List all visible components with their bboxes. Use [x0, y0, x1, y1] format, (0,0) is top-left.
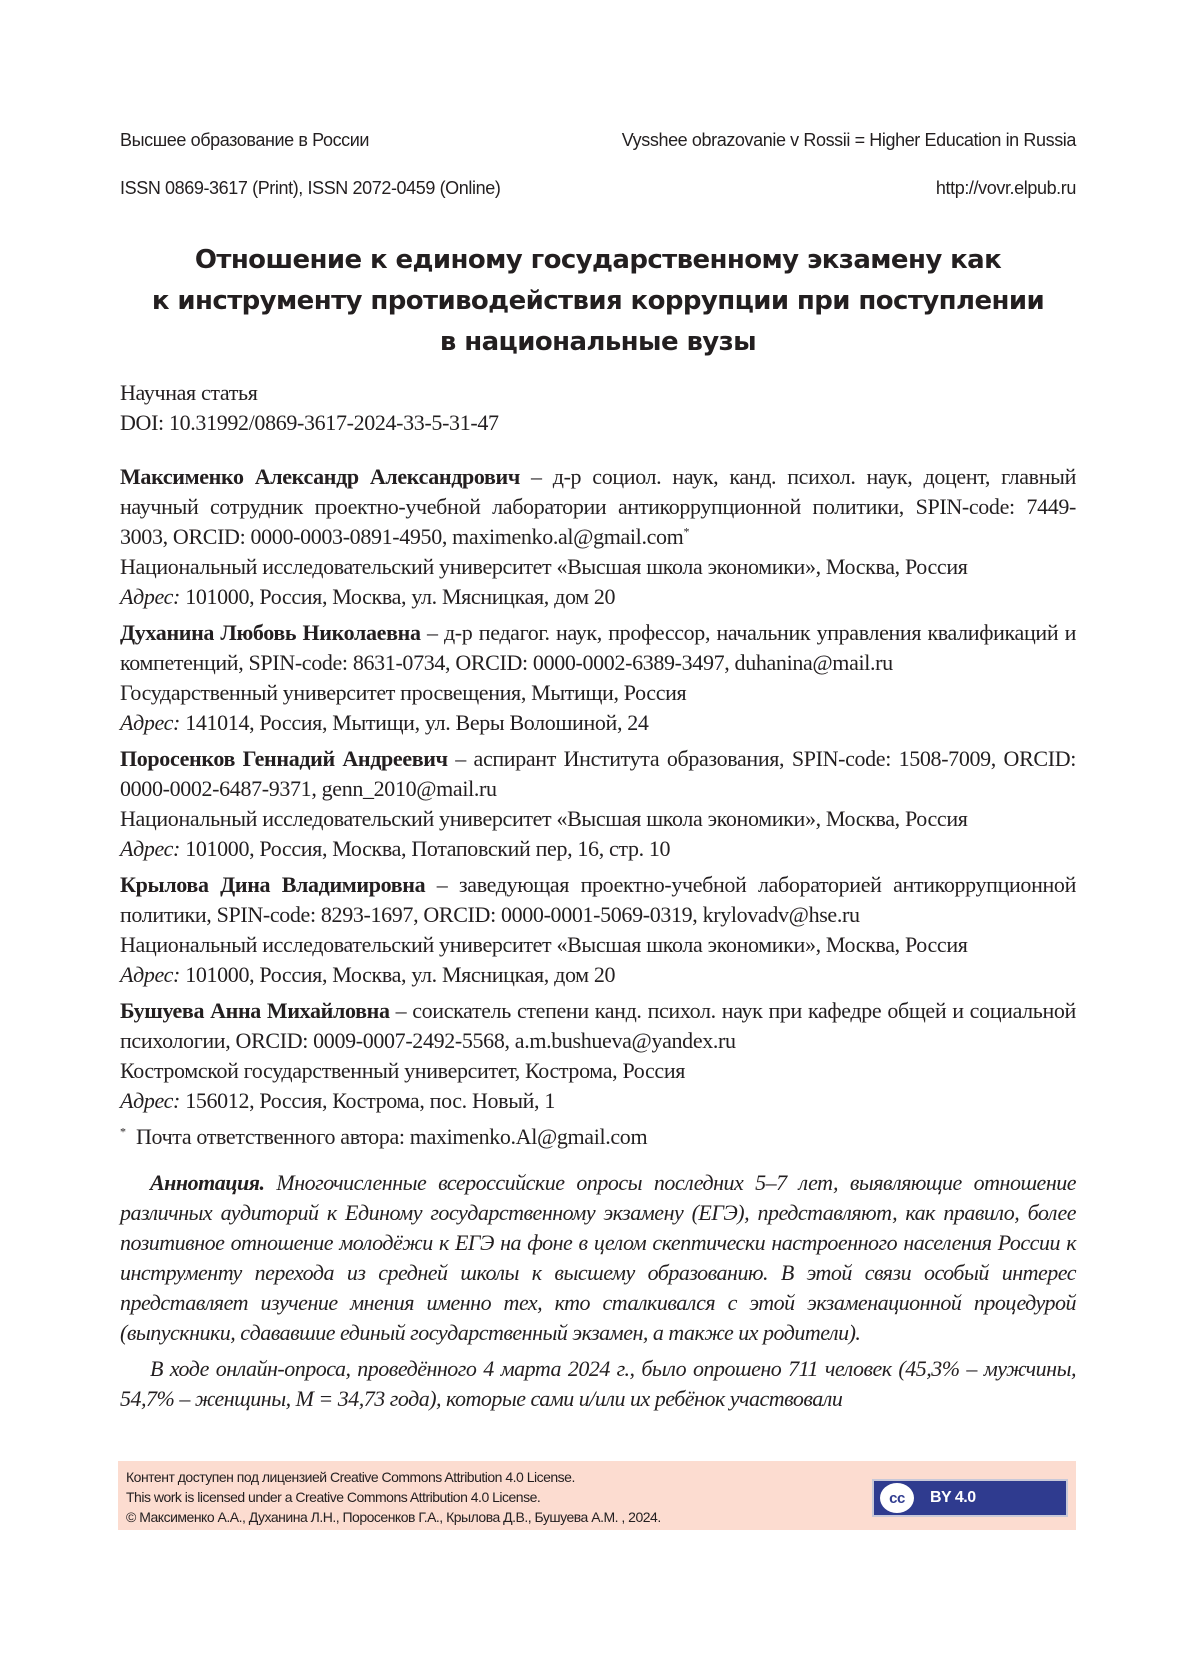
author-info — [120, 996, 1076, 1056]
running-header — [120, 130, 1076, 151]
author-org: Национальный исследовательский университет «Высшая школа экономики», Москва, Россия — [120, 932, 968, 957]
author-address — [120, 834, 1076, 864]
footnote-text: Почта ответственного автора: maximenko.Al@gmail.com — [135, 1124, 648, 1149]
author-name: Бушуева Анна Михайловна — [120, 998, 390, 1023]
author-entry — [120, 462, 1076, 612]
address-label: Адрес: — [120, 710, 181, 735]
footnote — [120, 1122, 1076, 1152]
author-org: Государственный университет просвещения, Мытищи, Россия — [120, 680, 687, 705]
corresponding-mark: * — [683, 524, 690, 539]
author-entry — [120, 996, 1076, 1116]
author-org: Костромской государственный университет, Кострома, Россия — [120, 1058, 686, 1083]
journal-title-en: Vysshee obrazovanie v Rossii = Higher Education in Russia — [621, 130, 1076, 150]
author-details: – соискатель степени канд. психол. наук при кафедре общей и социальной психологии, ORCID: 0009-0007-2492-5568, a.m.bushueva@yandex.ru — [120, 998, 1076, 1053]
author-address — [120, 1086, 1076, 1116]
license-en: This work is licensed under a Creative Commons Attribution 4.0 License. — [126, 1489, 541, 1505]
address-label: Адрес: — [120, 584, 181, 609]
article-type: Научная статья — [120, 380, 258, 405]
title-line: в национальные вузы — [439, 327, 757, 357]
abstract-paragraph — [120, 1168, 1076, 1348]
author-address — [120, 582, 1076, 612]
doi[interactable]: DOI: 10.31992/0869-3617-2024-33-5-31-47 — [120, 410, 499, 435]
license-ru: Контент доступен под лицензией Creative Commons Attribution 4.0 License. — [126, 1469, 575, 1485]
author-org: Национальный исследовательский университет «Высшая школа экономики», Москва, Россия — [120, 806, 968, 831]
address-text: 101000, Россия, Москва, ул. Мясницкая, дом 20 — [180, 962, 616, 987]
author-name: Духанина Любовь Николаевна — [120, 620, 421, 645]
address-text: 156012, Россия, Кострома, пос. Новый, 1 — [180, 1088, 556, 1113]
author-info — [120, 870, 1076, 930]
journal-url[interactable]: http://vovr.elpub.ru — [935, 178, 1076, 198]
author-details: – д-р педагог. наук, профессор, начальник управления квалификаций и компетенций, SPIN-code: 8631-0734, ORCID: 0000-0002-6389-3497, duhanina@mail.ru — [120, 620, 1077, 675]
article-title — [120, 240, 1076, 363]
footnote-mark: * — [120, 1124, 126, 1139]
author-info — [120, 618, 1076, 678]
abstract-label: Аннотация. — [150, 1170, 265, 1195]
author-name: Крылова Дина Владимировна — [120, 872, 426, 897]
issn-header — [120, 178, 1076, 199]
author-list — [120, 462, 1076, 1152]
author-details: – аспирант Института образования, SPIN-code: 1508-7009, ORCID: 0000-0002-6487-9371, genn_2010@mail.ru — [120, 746, 1076, 801]
author-name: Максименко Александр Александрович — [120, 464, 520, 489]
abstract — [120, 1168, 1076, 1420]
author-address — [120, 960, 1076, 990]
author-entry — [120, 870, 1076, 990]
copyright: © Максименко А.А., Духанина Л.Н., Поросенков Г.А., Крылова Д.В., Бушуева А.М. , 2024. — [126, 1509, 661, 1525]
license-box — [118, 1461, 1076, 1530]
author-address — [120, 708, 1076, 738]
author-info — [120, 744, 1076, 804]
author-info — [120, 462, 1076, 552]
cc-badge-text: BY 4.0 — [930, 1489, 976, 1506]
author-entry — [120, 744, 1076, 864]
abstract-text: Многочисленные всероссийские опросы последних 5–7 лет, выявляющие отношение различных аудиторий к Единому государственному экзамену (ЕГЭ), представляют, как правило, более позитивное отношение молодёжи к ЕГЭ на фоне в целом скептически настроенного населения России к инструменту перехода из средней школы к высшему образованию. В этой связи особый интерес представляет изучение мнения именно тех, кто сталкивался с этой экзаменационной процедурой (выпускники, сдававшие единый государственный экзамен, а также их родители). — [120, 1170, 1076, 1345]
author-entry — [120, 618, 1076, 738]
address-text: 141014, Россия, Мытищи, ул. Веры Волошиной, 24 — [180, 710, 649, 735]
address-label: Адрес: — [120, 1088, 181, 1113]
author-name: Поросенков Геннадий Андреевич — [120, 746, 448, 771]
address-text: 101000, Россия, Москва, ул. Мясницкая, дом 20 — [180, 584, 616, 609]
address-label: Адрес: — [120, 962, 181, 987]
author-org: Национальный исследовательский университет «Высшая школа экономики», Москва, Россия — [120, 554, 968, 579]
article-meta — [120, 378, 1076, 438]
address-text: 101000, Россия, Москва, Потаповский пер, 16, стр. 10 — [180, 836, 671, 861]
cc-by-badge[interactable] — [872, 1479, 1068, 1517]
title-line: Отношение к единому государственному экзамену как — [194, 245, 1002, 275]
cc-logo-icon: cc — [878, 1481, 916, 1515]
abstract-paragraph: В ходе онлайн-опроса, проведённого 4 марта 2024 г., было опрошено 711 человек (45,3% – мужчины, 54,7% – женщины, M = 34,73 года), которые сами и/или их ребёнок участвовали — [120, 1356, 1076, 1411]
author-details: – д-р социол. наук, канд. психол. наук, доцент, главный научный сотрудник проектно-учебной лаборатории антикоррупционной политики, SPIN-code: 7449-3003, ORCID: 0000-0003-0891-4950, maximenko.al@gmail.com — [120, 464, 1077, 549]
address-label: Адрес: — [120, 836, 181, 861]
author-details: – заведующая проектно-учебной лабораторией антикоррупционной политики, SPIN-code: 8293-1697, ORCID: 0000-0001-5069-0319, krylovadv@hse.ru — [120, 872, 1076, 927]
issn: ISSN 0869-3617 (Print), ISSN 2072-0459 (Online) — [120, 178, 501, 198]
journal-title-ru: Высшее образование в России — [120, 130, 370, 150]
title-line: к инструменту противодействия коррупции при поступлении — [151, 286, 1045, 316]
